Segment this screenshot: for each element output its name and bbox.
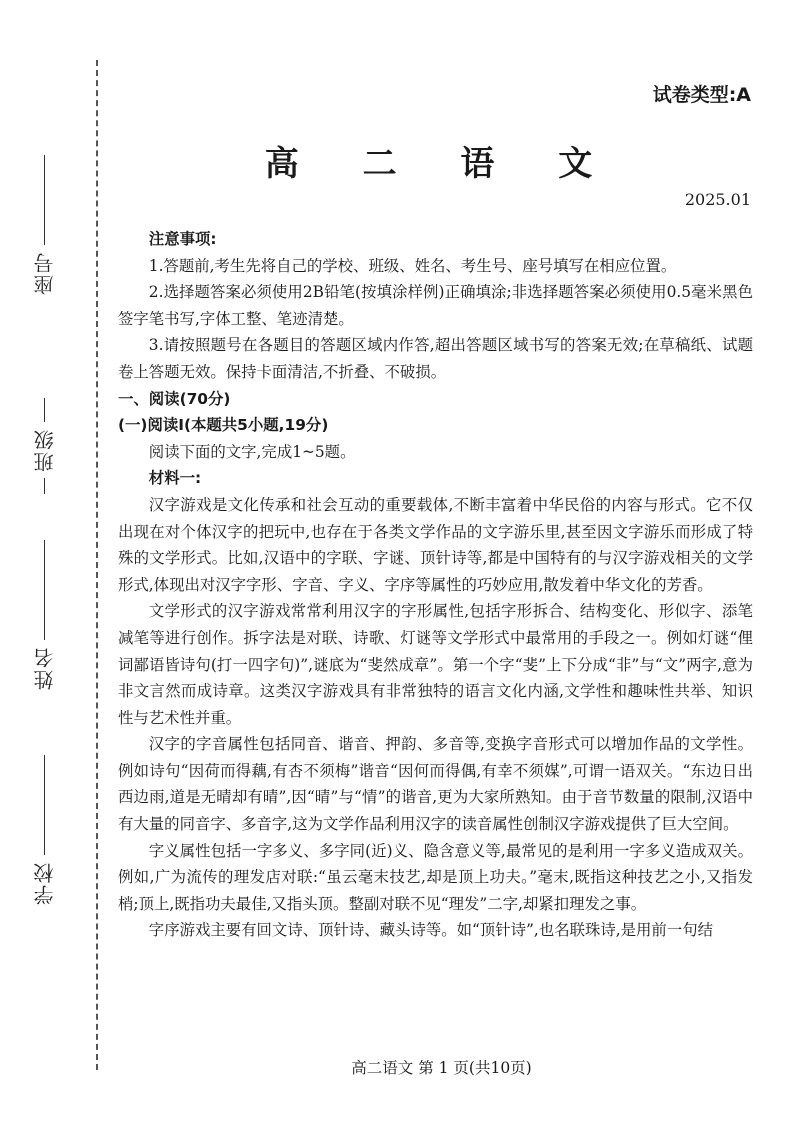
notice-item-1: 1.答题前,考生先将自己的学校、班级、姓名、考生号、座号填写在相应位置。 [148,256,677,275]
class-label: 班级 [32,428,57,472]
name-label: 姓名 [32,646,57,690]
seat-field [24,155,64,301]
class-field [24,398,64,494]
class-blank-line [44,478,45,494]
name-blank-line [44,540,45,640]
exam-date: 2025.01 [684,190,751,209]
reading-instruction: 阅读下面的文字,完成1~5题。 [148,442,356,461]
material-paragraph-4: 字义属性包括一字多义、多字同(近)义、隐含意义等,最常见的是利用一字多义造成双关。例如,广为流传的理发店对联:“虽云毫末技艺,却是顶上功夫。”毫末,既指这种技艺之小,又指发梢;顶上,既指功夫最佳,又指头顶。整副对联不见“理发”二字,却紧扣理发之事。 [118,841,753,913]
material-paragraph-3: 汉字的字音属性包括同音、谐音、押韵、多音等,变换字音形式可以增加作品的文学性。例如诗句“因荷而得藕,有杏不须梅”谐音“因何而得偶,有幸不须媒”,可谓一语双关。“东边日出西边雨,道是无晴却有晴”,因“晴”与“情”的谐音,更为大家所熟知。由于音节数量的限制,汉语中有大量的同音字、多音字,这为文学作品利用汉字的读音属性创制汉字游戏提供了巨大空间。 [118,735,753,834]
exam-content [118,226,753,944]
notice-heading: 注意事项: [148,230,217,248]
material-paragraph-5: 字序游戏主要有回文诗、顶针诗、藏头诗等。如“顶针诗”,也名联珠诗,是用前一句结 [148,921,713,940]
notice-item-2: 2.选择题答案必须使用2B铅笔(按填涂样例)正确填涂;非选择题答案必须使用0.5毫米黑色签字笔书写,字体工整、笔迹清楚。 [118,283,753,328]
subsection-heading: (一)阅读Ⅰ(本题共5小题,19分) [118,416,329,435]
school-field [24,755,64,911]
material-label: 材料一: [148,469,202,488]
binding-dashed-line [96,60,98,1070]
school-label: 学校 [32,861,57,905]
paper-type: 试卷类型:A [652,84,751,106]
class-blank-line-top [44,398,45,422]
name-field [24,540,64,696]
school-blank-line [44,755,45,855]
notice-item-3: 3.请按照题号在各题目的答题区域内作答,超出答题区域书写的答案无效;在草稿纸、试题卷上答题无效。保持卡面清洁,不折叠、不破损。 [118,336,753,381]
page-footer: 高二语文 第 1 页(共10页) [351,1059,532,1077]
seat-blank-line [44,155,45,245]
page-title: 高 二 语 文 [264,144,619,184]
material-paragraph-2: 文学形式的汉字游戏常常利用汉字的字形属性,包括字形拆合、结构变化、形似字、添笔减笔等进行创作。拆字法是对联、诗歌、灯谜等文学形式中最常用的手段之一。例如灯谜“俚词鄙语皆诗句(打一四字句)”,谜底为“斐然成章”。第一个字“斐”上下分成“非”与“文”两字,意为非文言然而成诗章。这类汉字游戏具有非常独特的语言文化内涵,文学性和趣味性共举、知识性与艺术性并重。 [118,602,753,727]
seat-label: 座号 [32,251,57,295]
material-paragraph-1: 汉字游戏是文化传承和社会互动的重要载体,不断丰富着中华民俗的内容与形式。它不仅出现在对个体汉字的把玩中,也存在于各类文学作品的文字游乐里,甚至因文字游乐而形成了特殊的文学形式。比如,汉语中的字联、字谜、顶针诗等,都是中国特有的与汉字游戏相关的文学形式,体现出对汉字字形、字音、字义、字序等属性的巧妙应用,散发着中华文化的芳香。 [118,495,753,594]
section-heading: 一、阅读(70分) [118,389,231,408]
